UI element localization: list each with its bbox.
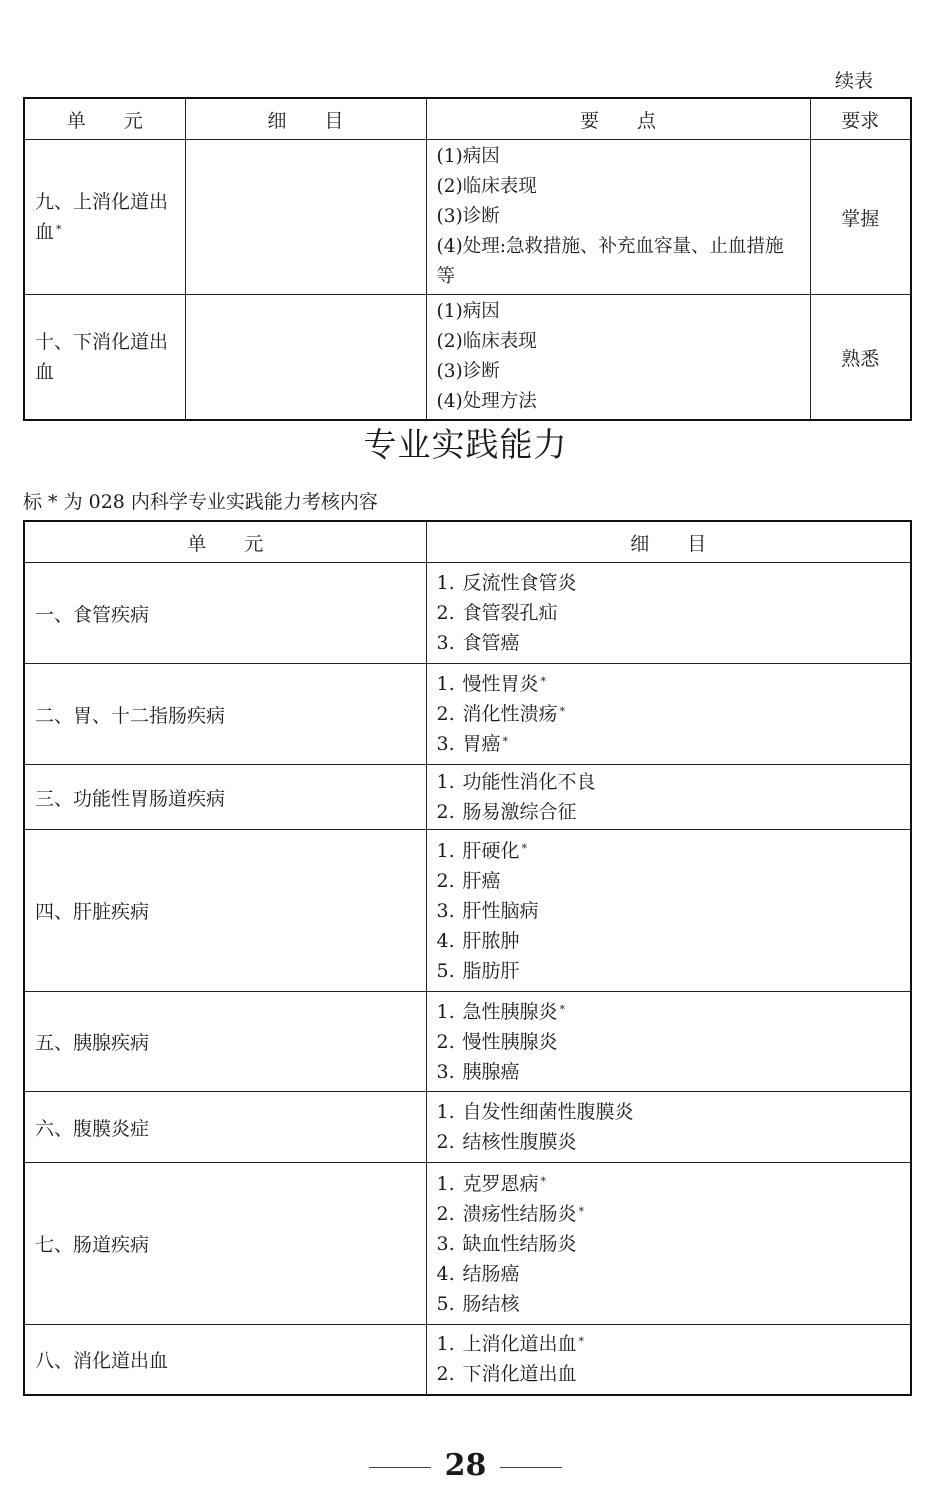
star-mark: * <box>559 705 566 718</box>
table-header-row <box>24 521 911 563</box>
table-row <box>24 765 911 830</box>
detail-item <box>437 1359 901 1389</box>
item-number: 1. <box>436 1000 455 1023</box>
item-text: 急性胰腺炎 <box>462 1000 558 1023</box>
item-text: 结肠癌 <box>462 1262 520 1285</box>
item-text: 自发性细菌性腹膜炎 <box>462 1101 634 1123</box>
item-text: 消化性溃疡 <box>462 703 558 725</box>
item-number: 3. <box>436 733 455 755</box>
item-number: 1. <box>436 1172 455 1195</box>
item-text: 胰腺癌 <box>462 1060 520 1083</box>
item-text: 慢性胃炎 <box>462 673 539 695</box>
table-row <box>24 563 911 664</box>
item-number: 2. <box>436 801 455 823</box>
detail-item <box>437 568 901 598</box>
item-text: 食管癌 <box>462 632 520 654</box>
detail-cell <box>426 1092 911 1163</box>
star-mark: * <box>56 223 62 236</box>
table-row <box>24 992 911 1092</box>
table-row <box>24 1325 911 1395</box>
item-number: 1. <box>436 673 455 695</box>
item-text: 肝脓肿 <box>462 929 520 952</box>
table-row <box>24 140 911 295</box>
header-detail: 细 目 <box>426 521 911 563</box>
detail-cell <box>426 664 911 765</box>
item-number: 5. <box>436 1292 455 1315</box>
item-number: 2. <box>436 1202 455 1225</box>
item-number: 1. <box>436 1101 455 1123</box>
star-mark: * <box>578 1335 585 1349</box>
item-number: 1. <box>436 839 455 862</box>
point-item: (2)临床表现 <box>436 331 537 352</box>
header-detail: 细 目 <box>185 98 426 140</box>
unit-cell: 六、腹膜炎症 <box>24 1092 426 1163</box>
item-text: 胃癌 <box>462 733 501 755</box>
unit-cell: 四、肝脏疾病 <box>24 830 426 992</box>
item-number: 1. <box>436 1333 455 1356</box>
item-text: 肝癌 <box>462 869 501 892</box>
detail-cell <box>426 563 911 664</box>
unit-name: 九、上消化道出血 <box>35 191 169 243</box>
table-row <box>24 295 911 421</box>
detail-cell <box>185 295 426 421</box>
point-item: (4)处理方法 <box>436 391 537 412</box>
point-item: (1)病因 <box>436 146 500 167</box>
detail-item <box>437 1259 901 1289</box>
item-text: 肝性脑病 <box>462 899 539 922</box>
point-item: (2)临床表现 <box>436 176 537 197</box>
detail-cell <box>426 765 911 830</box>
item-number: 3. <box>436 1060 455 1083</box>
star-mark: * <box>559 1002 566 1016</box>
item-text: 结核性腹膜炎 <box>462 1131 577 1153</box>
item-number: 2. <box>436 869 455 892</box>
practice-ability-table <box>23 520 912 1396</box>
item-number: 2. <box>436 1030 455 1053</box>
star-mark: * <box>578 1204 585 1218</box>
page-number-text: 28 <box>444 1448 487 1483</box>
item-number: 1. <box>436 771 455 793</box>
detail-item <box>437 1027 901 1057</box>
section-title: 专业实践能力 <box>363 425 568 464</box>
table-row <box>24 1163 911 1325</box>
table-header-row <box>24 98 911 140</box>
item-number: 1. <box>436 572 455 594</box>
detail-cell <box>426 992 911 1092</box>
detail-item <box>437 926 901 956</box>
header-requirement: 要求 <box>810 98 911 140</box>
unit-cell <box>24 140 185 295</box>
item-number: 3. <box>436 899 455 922</box>
item-text: 肠结核 <box>462 1292 520 1315</box>
point-item: (1)病因 <box>436 301 500 322</box>
detail-item <box>437 1057 901 1087</box>
item-number: 4. <box>436 1262 455 1285</box>
syllabus-table-continued <box>23 97 912 421</box>
unit-cell: 八、消化道出血 <box>24 1325 426 1395</box>
item-number: 2. <box>436 1131 455 1153</box>
table-row <box>24 1092 911 1163</box>
detail-item <box>437 729 901 759</box>
item-text: 缺血性结肠炎 <box>462 1232 577 1255</box>
item-text: 肠易激综合征 <box>462 801 577 823</box>
detail-item <box>437 598 901 628</box>
item-number: 5. <box>436 959 455 982</box>
detail-cell <box>426 1325 911 1395</box>
star-mark: * <box>521 841 528 855</box>
requirement-cell: 熟悉 <box>810 295 911 421</box>
detail-item <box>437 836 901 866</box>
item-text: 反流性食管炎 <box>462 572 577 594</box>
detail-item <box>437 1329 901 1359</box>
item-number: 3. <box>436 1232 455 1255</box>
page-number <box>0 1448 931 1483</box>
item-text: 慢性胰腺炎 <box>462 1030 558 1053</box>
item-number: 4. <box>436 929 455 952</box>
page-rule-right <box>500 1467 562 1468</box>
detail-item <box>437 866 901 896</box>
item-text: 克罗恩病 <box>462 1172 539 1195</box>
item-number: 2. <box>436 602 455 624</box>
point-item: (4)处理:急救措施、补充血容量、止血措施等 <box>436 236 784 287</box>
unit-cell: 一、食管疾病 <box>24 563 426 664</box>
detail-item <box>437 767 901 797</box>
item-text: 食管裂孔疝 <box>462 602 558 624</box>
star-mark: * <box>502 735 509 748</box>
star-mark: * <box>540 1174 547 1188</box>
item-text: 下消化道出血 <box>462 1363 577 1386</box>
item-text: 肝硬化 <box>462 839 520 862</box>
item-number: 2. <box>436 1363 455 1386</box>
header-unit: 单 元 <box>24 98 185 140</box>
page-rule-left <box>369 1467 431 1468</box>
detail-item <box>437 997 901 1027</box>
detail-item <box>437 896 901 926</box>
item-text: 脂肪肝 <box>462 959 520 982</box>
detail-cell <box>426 1163 911 1325</box>
detail-item <box>437 1229 901 1259</box>
item-number: 2. <box>436 703 455 725</box>
item-text: 功能性消化不良 <box>462 771 596 793</box>
point-item: (3)诊断 <box>436 206 500 227</box>
header-points: 要 点 <box>426 98 810 140</box>
points-cell <box>426 295 810 421</box>
continued-label: 续表 <box>834 70 873 92</box>
detail-item <box>437 699 901 729</box>
points-cell <box>426 140 810 295</box>
detail-cell <box>426 830 911 992</box>
header-unit: 单 元 <box>24 521 426 563</box>
star-note: 标 * 为 028 内科学专业实践能力考核内容 <box>23 491 378 513</box>
detail-item <box>437 1097 901 1127</box>
unit-cell: 十、下消化道出血 <box>24 295 185 421</box>
detail-item <box>437 1199 901 1229</box>
unit-cell: 五、胰腺疾病 <box>24 992 426 1092</box>
detail-item <box>437 797 901 827</box>
unit-cell: 二、胃、十二指肠疾病 <box>24 664 426 765</box>
detail-item <box>437 1127 901 1157</box>
item-text: 上消化道出血 <box>462 1333 577 1356</box>
item-number: 3. <box>436 632 455 654</box>
detail-cell <box>185 140 426 295</box>
unit-cell: 三、功能性胃肠道疾病 <box>24 765 426 830</box>
detail-item <box>437 628 901 658</box>
detail-item <box>437 1169 901 1199</box>
star-mark: * <box>540 675 547 688</box>
item-text: 溃疡性结肠炎 <box>462 1202 577 1225</box>
detail-item <box>437 669 901 699</box>
table-row <box>24 664 911 765</box>
detail-item <box>437 956 901 986</box>
unit-cell: 七、肠道疾病 <box>24 1163 426 1325</box>
point-item: (3)诊断 <box>436 361 500 382</box>
requirement-cell: 掌握 <box>810 140 911 295</box>
table-row <box>24 830 911 992</box>
detail-item <box>437 1289 901 1319</box>
